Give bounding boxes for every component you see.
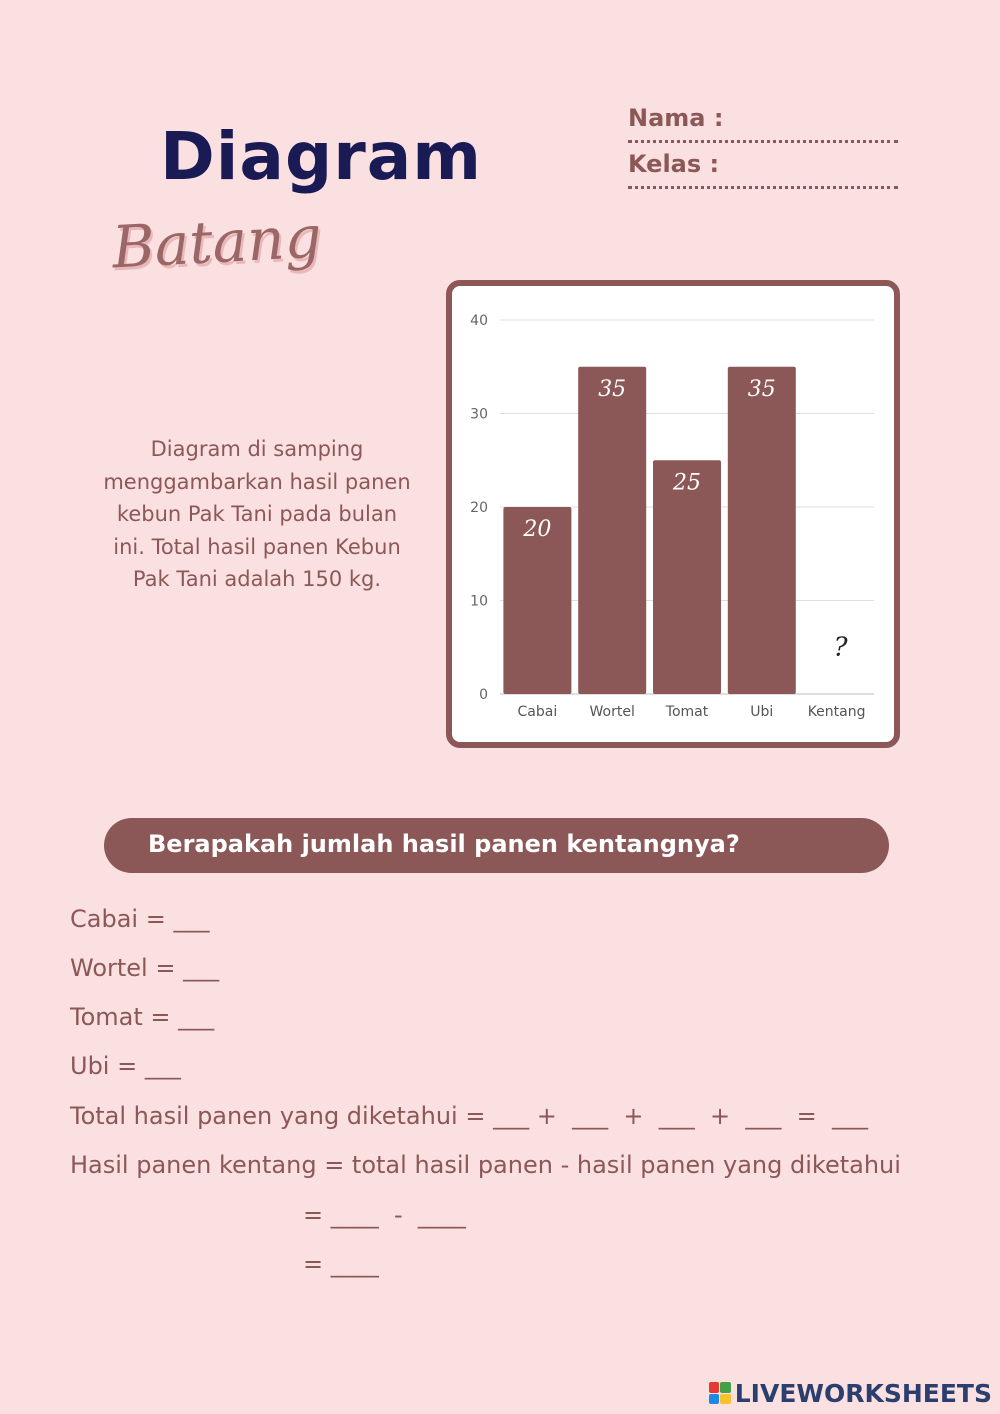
answer-line-subtraction: = ____ - ____: [303, 1201, 466, 1229]
bar-value-label: 35: [598, 376, 627, 402]
bar-chart-frame: [446, 280, 900, 748]
liveworksheets-logo: [709, 1380, 992, 1406]
answer-line-cabai: Cabai = ___: [70, 905, 210, 933]
answer-line-kentang-formula: Hasil panen kentang = total hasil panen - hasil panen yang diketahui: [70, 1151, 901, 1179]
answer-line-wortel: Wortel = ___: [70, 954, 220, 982]
bar: [728, 367, 796, 694]
bar: [578, 367, 646, 694]
kelas-field[interactable]: [628, 150, 898, 189]
description-text: Diagram di samping menggambarkan hasil panen kebun Pak Tani pada bulan ini. Total hasil panen Kebun Pak Tani adalah 150 kg.: [103, 437, 411, 591]
liveworksheets-brand: LIVEWORKSHEETS: [734, 1378, 992, 1408]
bar: [653, 460, 721, 694]
liveworksheets-logo-icon: [709, 1382, 731, 1404]
x-tick-label: Cabai: [517, 704, 558, 720]
bar-value-label: 20: [523, 517, 552, 542]
x-tick-label: Wortel: [589, 704, 635, 720]
answer-line-total: Total hasil panen yang diketahui = ___ + ___ + ___ + ___ = ___: [70, 1102, 868, 1130]
question-banner: [104, 818, 889, 873]
y-tick-label: 30: [470, 406, 488, 423]
bar-value-label: ?: [833, 632, 848, 663]
page-subtitle: Batang: [110, 202, 324, 282]
bar-chart: [452, 286, 894, 742]
bar-value-label: 25: [673, 470, 701, 496]
kelas-label: Kelas :: [628, 150, 720, 178]
x-tick-label: Ubi: [750, 704, 774, 720]
answer-line-tomat: Tomat = ___: [70, 1003, 215, 1031]
page-title: Diagram: [160, 118, 483, 195]
nama-field[interactable]: [628, 104, 898, 143]
logo-square: [709, 1394, 720, 1405]
logo-square: [720, 1394, 731, 1405]
y-tick-label: 10: [470, 593, 488, 610]
bar-value-label: 35: [747, 376, 776, 402]
answer-line-ubi: Ubi = ___: [70, 1052, 181, 1080]
y-tick-label: 40: [470, 313, 488, 329]
answer-line-result: = ____: [303, 1250, 379, 1278]
y-tick-label: 20: [470, 500, 488, 516]
x-tick-label: Kentang: [807, 704, 866, 720]
x-tick-label: Tomat: [665, 704, 709, 720]
question-text: Berapakah jumlah hasil panen kentangnya?: [148, 830, 740, 858]
logo-square: [720, 1382, 731, 1393]
y-tick-label: 0: [479, 687, 488, 703]
nama-label: Nama :: [628, 104, 724, 132]
logo-square: [709, 1382, 720, 1393]
